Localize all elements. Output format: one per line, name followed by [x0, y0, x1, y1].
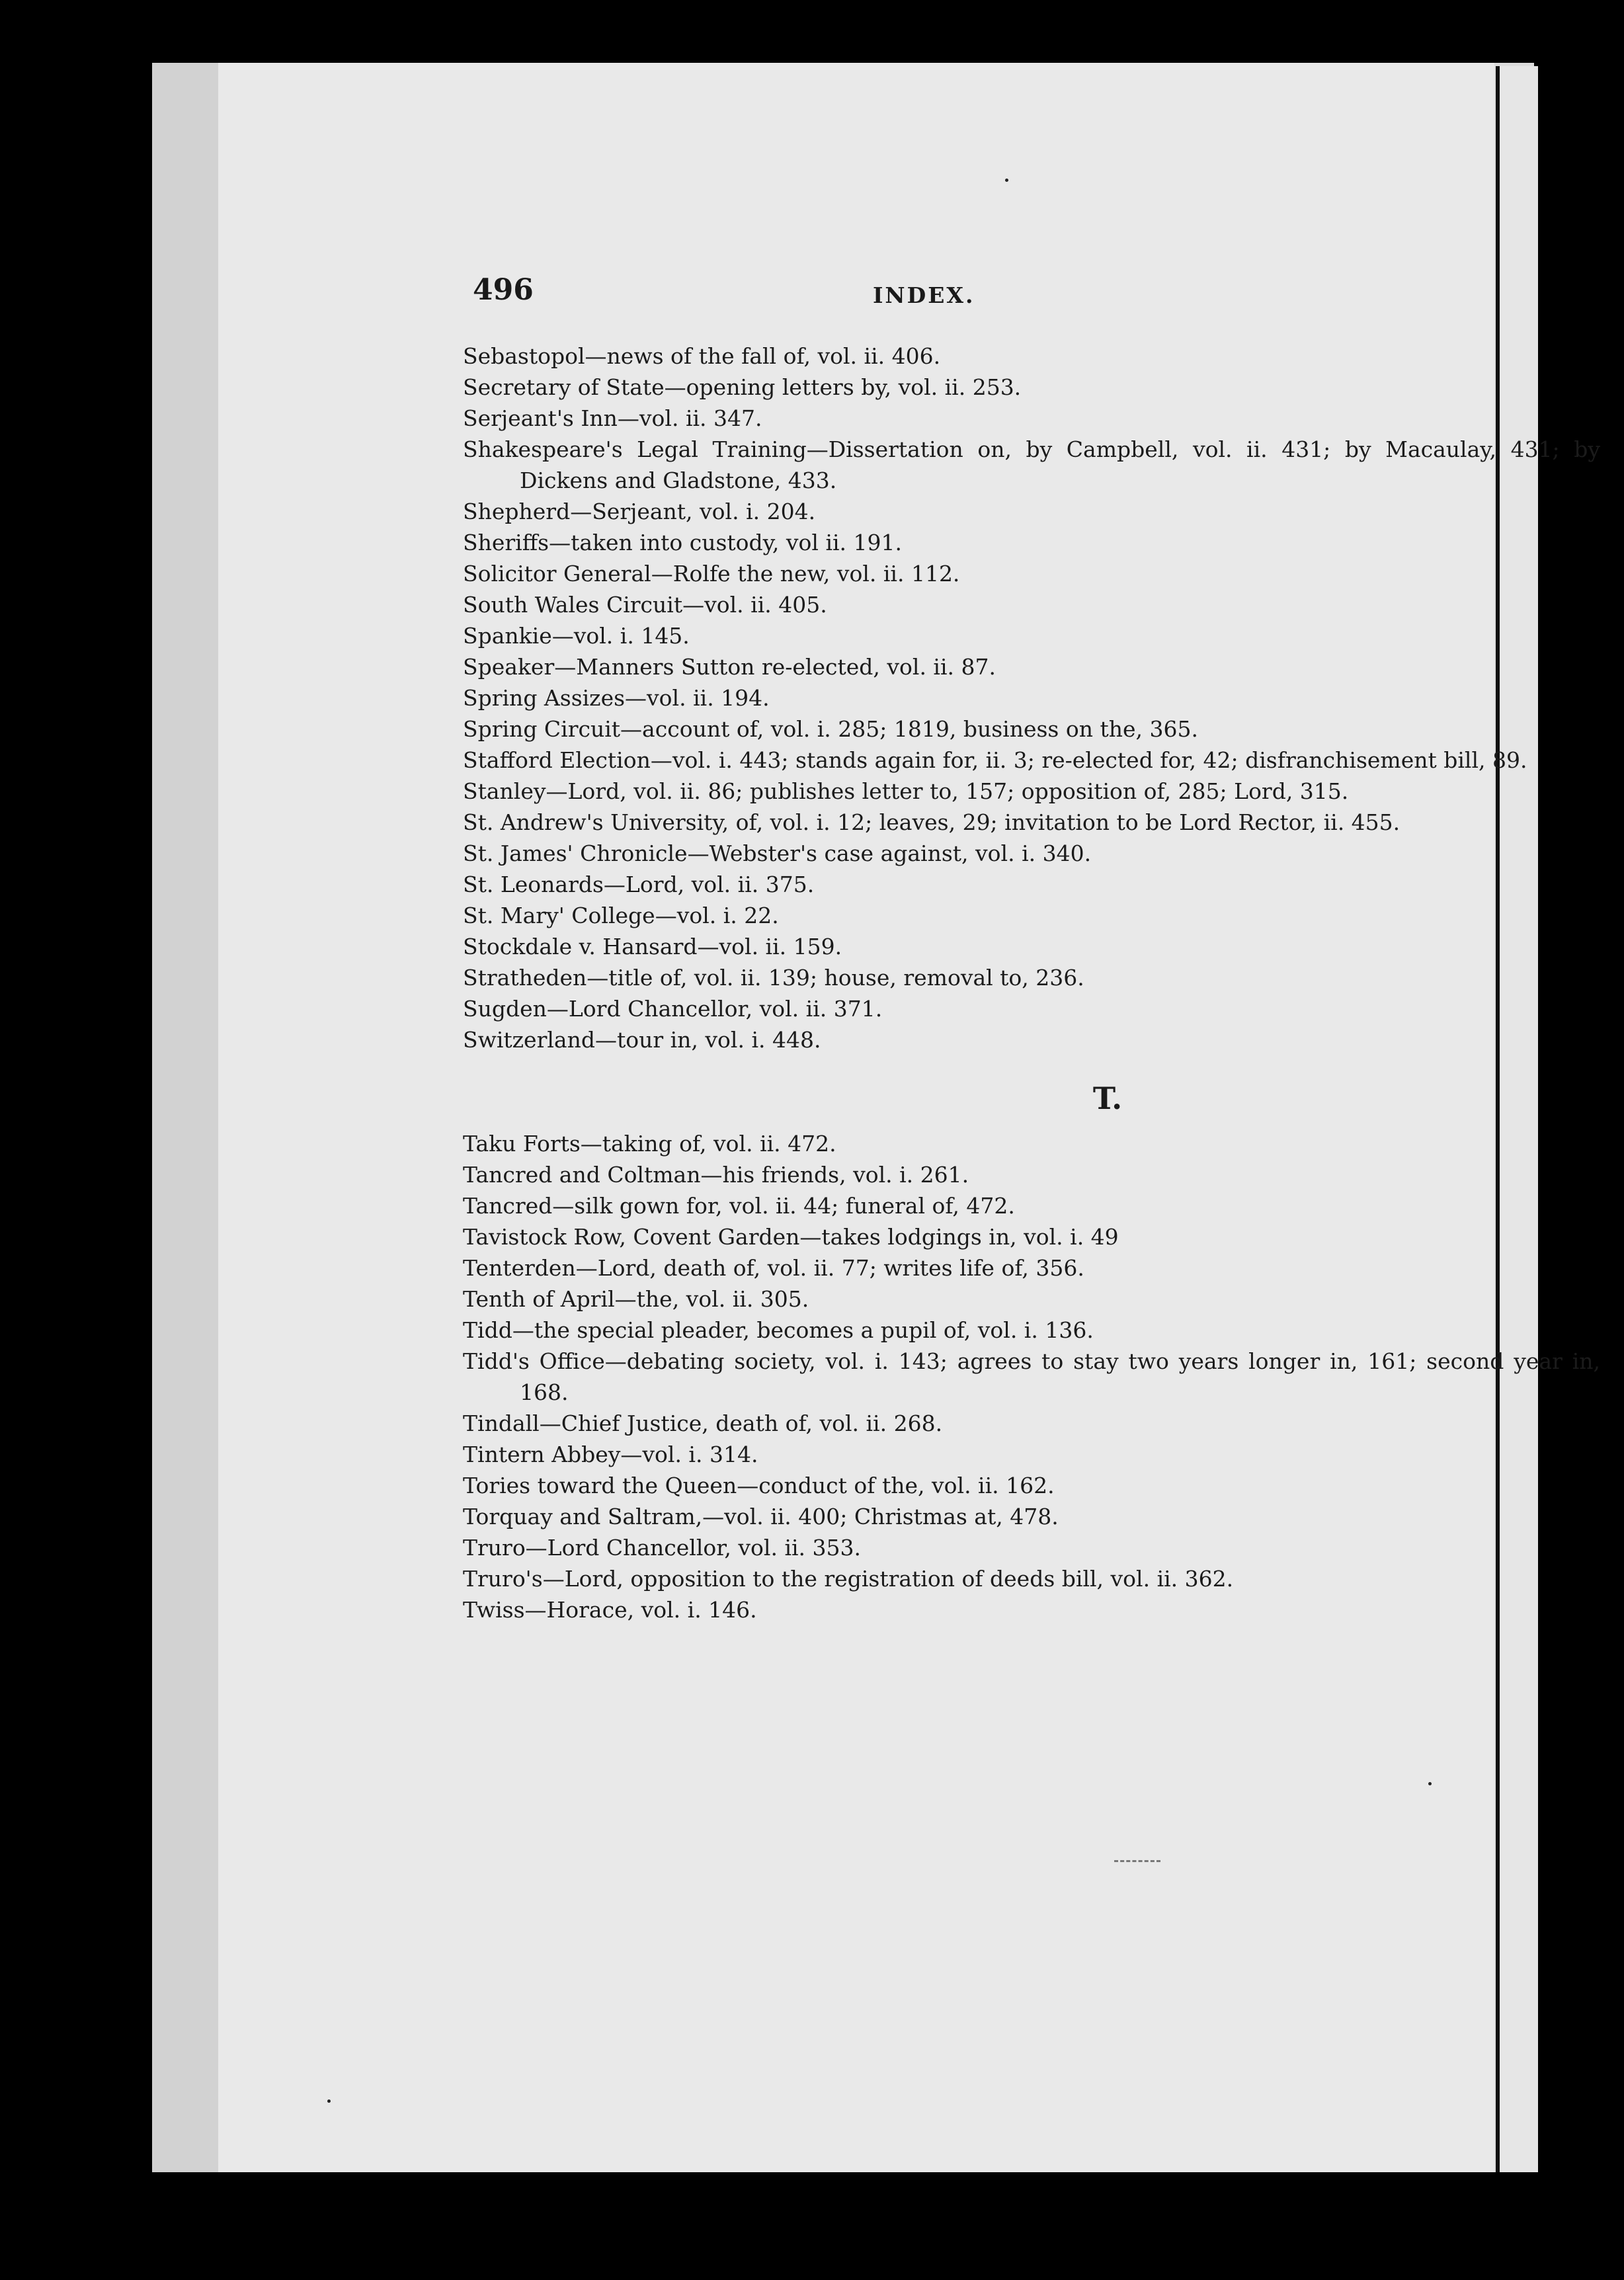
index-entry: Truro's—Lord, opposition to the registration of deeds bill, vol. ii. 362. [463, 1566, 1234, 1592]
section-letter-t: T. [1092, 1080, 1123, 1116]
index-entry: Tenth of April—the, vol. ii. 305. [463, 1286, 809, 1312]
page-header [218, 273, 1494, 326]
index-entry: Truro—Lord Chancellor, vol. ii. 353. [463, 1535, 862, 1561]
index-entry: St. Leonards—Lord, vol. ii. 375. [463, 872, 815, 897]
index-entry: Shepherd—Serjeant, vol. i. 204. [463, 499, 816, 524]
index-entry: Tancred and Coltman—his friends, vol. i. 261. [463, 1162, 969, 1188]
index-entry: Twiss—Horace, vol. i. 146. [463, 1597, 757, 1623]
index-entry: Stockdale v. Hansard—vol. ii. 159. [463, 934, 842, 959]
index-entry: Secretary of State—opening letters by, vol. ii. 253. [463, 374, 1022, 400]
index-entry: Tidd—the special pleader, becomes a pupil of, vol. i. 136. [463, 1317, 1094, 1343]
index-entry: Spankie—vol. i. 145. [463, 623, 690, 649]
scan-speck [1005, 179, 1008, 182]
index-entry: St. James' Chronicle—Webster's case against, vol. i. 340. [463, 840, 1092, 866]
index-entry: Tories toward the Queen—conduct of the, vol. ii. 162. [463, 1473, 1055, 1498]
index-entry: Stafford Election—vol. i. 443; stands again for, ii. 3; re-elected for, 42; disfranchisement bill, 89. [463, 747, 1527, 773]
index-entry: St. Mary' College—vol. i. 22. [463, 903, 779, 928]
index-entry: Torquay and Saltram,—vol. ii. 400; Christmas at, 478. [463, 1504, 1059, 1529]
index-entry: St. Andrew's University, of, vol. i. 12; leaves, 29; invitation to be Lord Rector, ii. 455. [463, 809, 1401, 835]
index-page [218, 63, 1600, 2172]
index-entry: Taku Forts—taking of, vol. ii. 472. [463, 1131, 836, 1157]
index-entries [463, 341, 1600, 1625]
index-entry: South Wales Circuit—vol. ii. 405. [463, 592, 827, 618]
index-entry: Sebastopol—news of the fall of, vol. ii. 406. [463, 343, 941, 369]
index-entry: Tancred—silk gown for, vol. ii. 44; funeral of, 472. [463, 1193, 1015, 1219]
running-head: INDEX. [873, 282, 975, 308]
index-entry: Sheriffs—taken into custody, vol ii. 191. [463, 530, 903, 555]
index-entry: Switzerland—tour in, vol. i. 448. [463, 1027, 821, 1053]
index-entry: Tindall—Chief Justice, death of, vol. ii. 268. [463, 1410, 943, 1436]
index-entry: Spring Assizes—vol. ii. 194. [463, 685, 770, 711]
index-entry: Tidd's Office—debating society, vol. i. 143; agrees to stay two years longer in, 161; second year in, 168. [463, 1348, 1600, 1405]
end-ornament [1114, 1860, 1160, 1862]
index-entry: Solicitor General—Rolfe the new, vol. ii. 112. [463, 561, 960, 587]
index-entry: Stanley—Lord, vol. ii. 86; publishes letter to, 157; opposition of, 285; Lord, 315. [463, 778, 1349, 804]
index-entry: Serjeant's Inn—vol. ii. 347. [463, 405, 762, 431]
index-entry: Stratheden—title of, vol. ii. 139; house, removal to, 236. [463, 965, 1084, 991]
index-entry: Tenterden—Lord, death of, vol. ii. 77; writes life of, 356. [463, 1255, 1084, 1281]
index-entry: Tintern Abbey—vol. i. 314. [463, 1442, 758, 1467]
page-gutter [152, 63, 220, 2172]
scan-speck [1428, 1782, 1432, 1785]
index-entry: Speaker—Manners Sutton re-elected, vol. ii. 87. [463, 654, 996, 680]
index-entry: Shakespeare's Legal Training—Dissertation on, by Campbell, vol. ii. 431; by Macaulay, 431; by Dickens and Gladstone, 433. [463, 436, 1600, 493]
scan-speck [327, 2099, 331, 2103]
index-entry: Sugden—Lord Chancellor, vol. ii. 371. [463, 996, 883, 1022]
index-entry: Tavistock Row, Covent Garden—takes lodgings in, vol. i. 49 [463, 1224, 1119, 1250]
index-entry: Spring Circuit—account of, vol. i. 285; 1819, business on the, 365. [463, 716, 1198, 742]
page-number: 496 [473, 273, 534, 307]
